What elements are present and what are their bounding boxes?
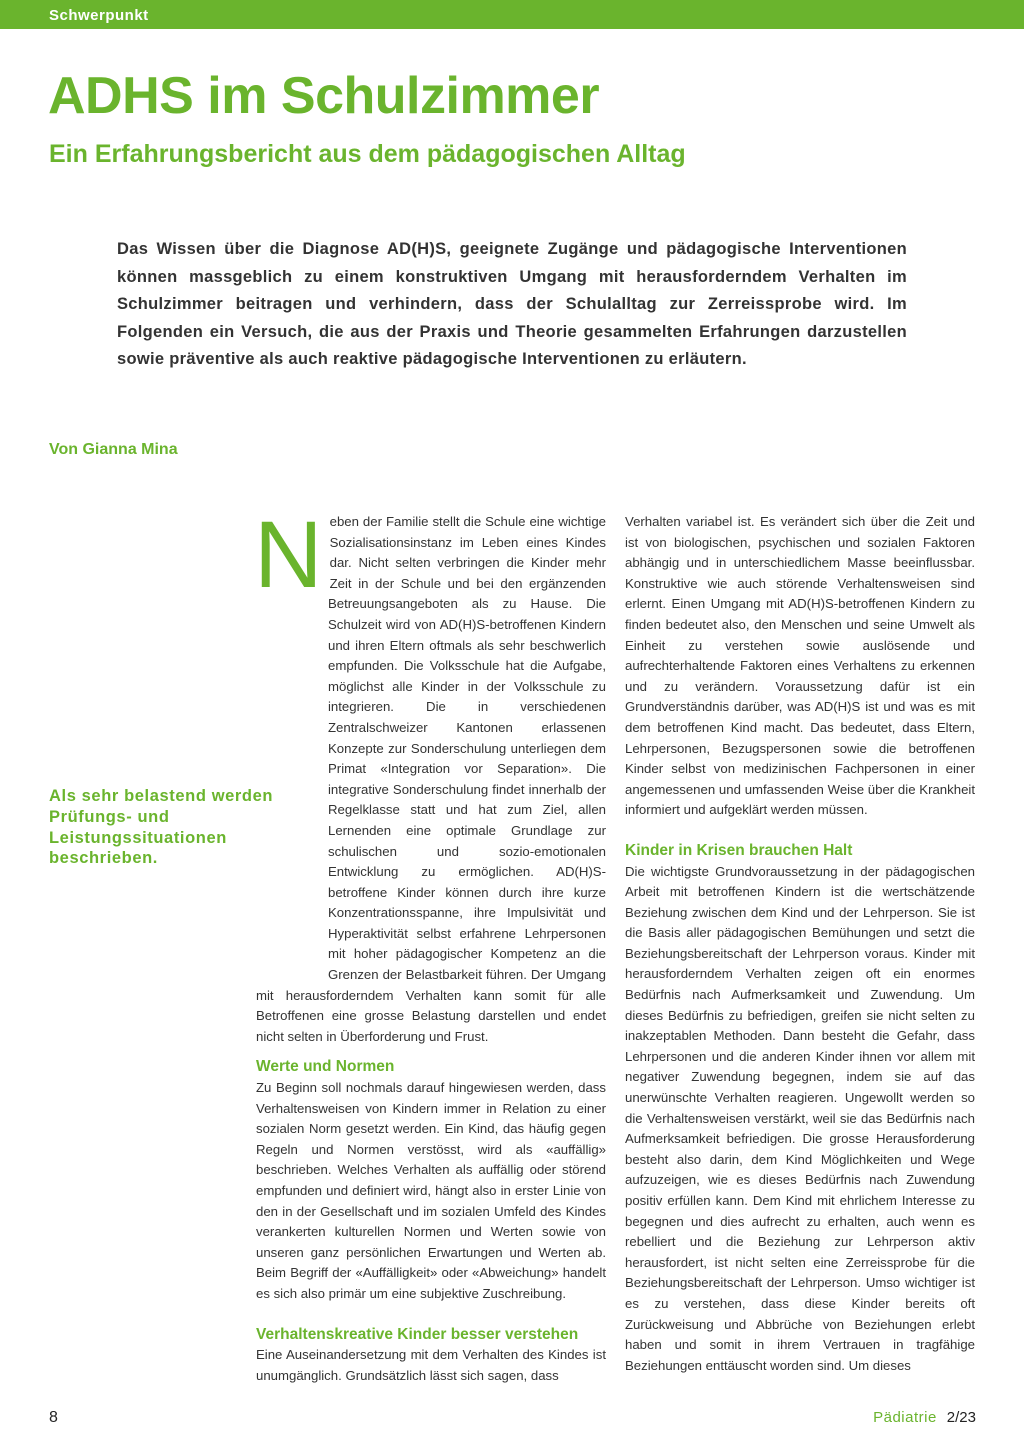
text-column-2 [625,512,975,1376]
heading-kinder-in-krisen: Kinder in Krisen brauchen Halt [625,841,853,859]
heading-verhaltenskreative-kinder: Verhaltenskreative Kinder besser verstehen [256,1325,579,1343]
heading-werte-und-normen: Werte und Normen [256,1058,395,1076]
body-paragraph-5: Die wichtigste Grundvoraussetzung in der pädagogischen Arbeit mit betroffenen Kindern ist die wertschätzende Beziehung zwischen dem Kind und der Lehrperson. Sie ist die Basis aller pädagogischen Bemühungen und setzt die Beziehungsbereitschaft der Lehrperson voraus. Kinder mit herausforderndem Verhalten zeigen oft ein enormes Bedürfnis nach Aufmerksamkeit und Zuwendung. Um dieses Bedürfnis zu befriedigen, greifen sie nicht selten zu inakzeptablen Methoden. Dann besteht die Gefahr, dass Lehrpersonen und die anderen Kinder ihnen vor allem mit negativer Zuwendung begegnen, indem sie auf das unerwünschte Verhalten reagieren. Ungewollt werden so die Verhaltensweisen verstärkt, weil sie das Bedürfnis nach Aufmerksamkeit befriedigen. Die grosse Herausforderung besteht also darin, dem Kind Möglichkeiten und Wege aufzuzeigen, wie es dieses Bedürfnis nach Zuwendung positiv erfüllen kann. Dem Kind mit ehrlichem Interesse zu begegnen und dies aufrecht zu erhalten, auch wenn es rebelliert und die Beziehung zur Lehrperson aktiv herausfordert, ist nicht selten eine Zerreissprobe für die Beziehungsbereitschaft der Lehrperson. Umso wichtiger ist es zu verstehen, dass diese Kinder bereits oft Zurückweisung und Abbrüche von Beziehungen erlebt haben und somit in ihrem Vertrauen in tragfähige Beziehungen enttäuscht worden sind. Um dieses [625,863,975,1373]
section-bar [0,0,1024,29]
body-paragraph-1: eben der Familie stellt die Schule eine wichtige Sozialisationsinstanz im Leben eines Kindes dar. Nicht selten verbringen die Kinder mehr Zeit in der Schule und bei den ergänzenden Betreuungsangeboten als zu Hause. Die Schulzeit wird von AD(H)S-betroffenen Kindern und ihren Eltern oftmals als sehr beschwerlich empfunden. Die Volksschule hat die Aufgabe, möglichst alle Kinder in der Volksschule zu integrieren. Die in verschiedenen Zentralschweizer Kantonen erlassenen Konzepte zur Sonderschulung unterliegen dem Primat «Integration vor Separation». Die integrative Sonderschulung findet innerhalb der Regelklasse statt und hat zum Ziel, allen Lernenden eine optimale Grundlage zur schulischen und sozio-emotionalen Entwicklung zu ermöglichen. AD(H)S-betroffene Kinder können durch ihre kurze Konzentrationsspanne, ihre Impulsivität und Hyperaktivität selbst erfahrene Lehrpersonen mit hoher pädagogischer Kompetenz an die Grenzen der Belastbarkeit führen. Der Umgang mit herausforderndem Verhalten kann somit für alle Betroffenen eine grosse Belastung darstellen und endet nicht selten in Überforderung und Frust. [256,514,606,1044]
drop-cap: N [254,502,323,608]
author-line: Von Gianna Mina [49,441,178,458]
page-number: 8 [49,1409,58,1426]
pull-quote: Als sehr belastend werden Prüfungs- und Leistungssituationen beschrieben. [49,787,274,868]
body-paragraph-2: Zu Beginn soll nochmals darauf hingewiesen werden, dass Verhaltensweisen von Kindern immer in Relation zu einer sozialen Norm gesetzt werden. Ein Kind, das häufig gegen Regeln und Normen verstösst, wird als «auffällig» beschrieben. Welches Verhalten als auffällig oder störend empfunden und definiert wird, hängt also in erster Linie von den in der Gesellschaft und im sozialen Umfeld des Kindes verankerten kulturellen Normen und Werten sowie von unseren ganz persönlichen Erwartungen und Werten ab. Beim Begriff der «Auffälligkeit» oder «Abweichung» handelt es sich also primär um eine subjektive Zuschreibung. [256,1080,606,1301]
text-column-1 [254,502,606,1386]
article-subtitle: Ein Erfahrungsbericht aus dem pädagogischen Alltag [49,140,686,168]
journal-issue: 2/23 [946,1409,976,1426]
body-paragraph-4: Verhalten variabel ist. Es verändert sich über die Zeit und ist von biologischen, psychischen und sozialen Faktoren abhängig und in unterschiedlichem Masse beeinflussbar. Konstruktive wie auch störende Verhaltensweisen sind erlernt. Einen Umgang mit AD(H)S-betroffenen Kindern zu finden bedeutet also, den Menschen und seine Umwelt als Einheit zu verstehen sowie auslösende und aufrechterhaltende Faktoren eines Verhaltens zu erkennen und zu verändern. Voraussetzung dafür ist ein Grundverständnis darüber, was AD(H)S ist und was es mit dem betroffenen Kind macht. Das bedeutet, dass Eltern, Lehrpersonen, Bezugspersonen sowie die betroffenen Kinder selbst von medizinischen Fachpersonen in einer angemessenen und umfassenden Weise über die Krankheit informiert und aufgeklärt werden müssen. [625,514,975,818]
journal-footer [873,1409,976,1426]
article-lead: Das Wissen über die Diagnose AD(H)S, geeignete Zugänge und pädagogische Interventionen können massgeblich zu einem konstruktiven Umgang mit herausforderndem Verhalten im Schulzimmer beitragen und verhindern, dass der Schulalltag zur Zerreissprobe wird. Im Folgenden ein Versuch, die aus der Praxis und Theorie gesammelten Erfahrungen darzustellen sowie präventive als auch reaktive pädagogische Interventionen zu erläutern. [117,240,907,369]
article-title: ADHS im Schulzimmer [48,67,600,125]
body-paragraph-3: Eine Auseinandersetzung mit dem Verhalten des Kindes ist unumgänglich. Grundsätzlich lässt sich sagen, dass [256,1347,606,1383]
section-label: Schwerpunkt [49,7,149,24]
journal-name: Pädiatrie [873,1409,937,1426]
